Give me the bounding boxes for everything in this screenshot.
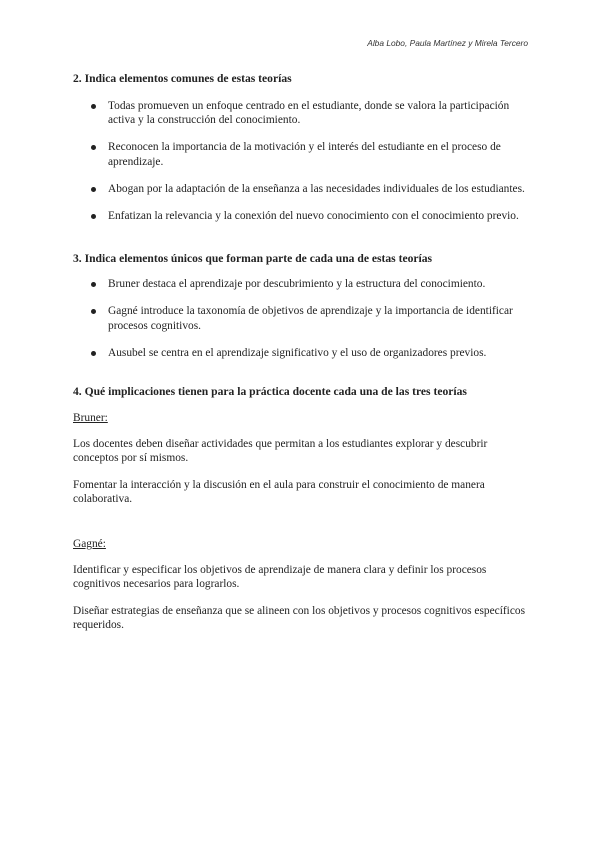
list-item [73, 140, 528, 168]
section-2-list [73, 99, 528, 223]
bruner-paragraph-1: Los docentes deben diseñar actividades que permitan a los estudiantes explorar y descubrir conceptos por sí mismos. [73, 438, 488, 465]
bullet-icon [91, 351, 96, 356]
section-3-heading: 3. Indica elementos únicos que forman parte de cada una de estas teorías [73, 252, 433, 266]
list-item [73, 182, 528, 196]
list-item-text: Todas promueven un enfoque centrado en el estudiante, donde se valora la participación activa y la construcción del conocimiento. [108, 100, 510, 127]
page-header-authors: Alba Lobo, Paula Martínez y Mirela Tercero [367, 38, 528, 48]
list-item [73, 99, 528, 127]
list-item [73, 209, 528, 223]
bullet-icon [91, 145, 96, 150]
section-3-list [73, 277, 528, 360]
document-body [73, 72, 528, 632]
bullet-icon [91, 214, 96, 219]
gagne-label: Gagné: [73, 538, 106, 551]
bullet-icon [91, 309, 96, 314]
gagne-paragraph-1: Identificar y especificar los objetivos de aprendizaje de manera clara y definir los procesos cognitivos necesarios para lograrlos. [73, 564, 487, 591]
bullet-icon [91, 104, 96, 109]
list-item-text: Gagné introduce la taxonomía de objetivos de aprendizaje y la importancia de identificar procesos cognitivos. [108, 305, 513, 332]
bullet-icon [91, 282, 96, 287]
section-4-heading: 4. Qué implicaciones tienen para la práctica docente cada una de las tres teorías [73, 385, 467, 399]
list-item [73, 304, 528, 332]
list-item-text: Ausubel se centra en el aprendizaje significativo y el uso de organizadores previos. [108, 346, 487, 359]
bruner-paragraph-2: Fomentar la interacción y la discusión en el aula para construir el conocimiento de manera colaborativa. [73, 478, 485, 505]
list-item-text: Enfatizan la relevancia y la conexión del nuevo conocimiento con el conocimiento previo. [108, 210, 519, 223]
list-item [73, 346, 528, 360]
list-item-text: Reconocen la importancia de la motivación y el interés del estudiante en el proceso de aprendizaje. [108, 141, 501, 168]
bruner-label: Bruner: [73, 412, 108, 425]
bullet-icon [91, 187, 96, 192]
list-item [73, 277, 528, 291]
gagne-paragraph-2: Diseñar estrategias de enseñanza que se alineen con los objetivos y procesos cognitivos específicos requeridos. [73, 604, 525, 631]
list-item-text: Abogan por la adaptación de la enseñanza a las necesidades individuales de los estudiantes. [108, 182, 525, 195]
section-2-heading: 2. Indica elementos comunes de estas teorías [73, 72, 292, 85]
list-item-text: Bruner destaca el aprendizaje por descubrimiento y la estructura del conocimiento. [108, 278, 486, 291]
